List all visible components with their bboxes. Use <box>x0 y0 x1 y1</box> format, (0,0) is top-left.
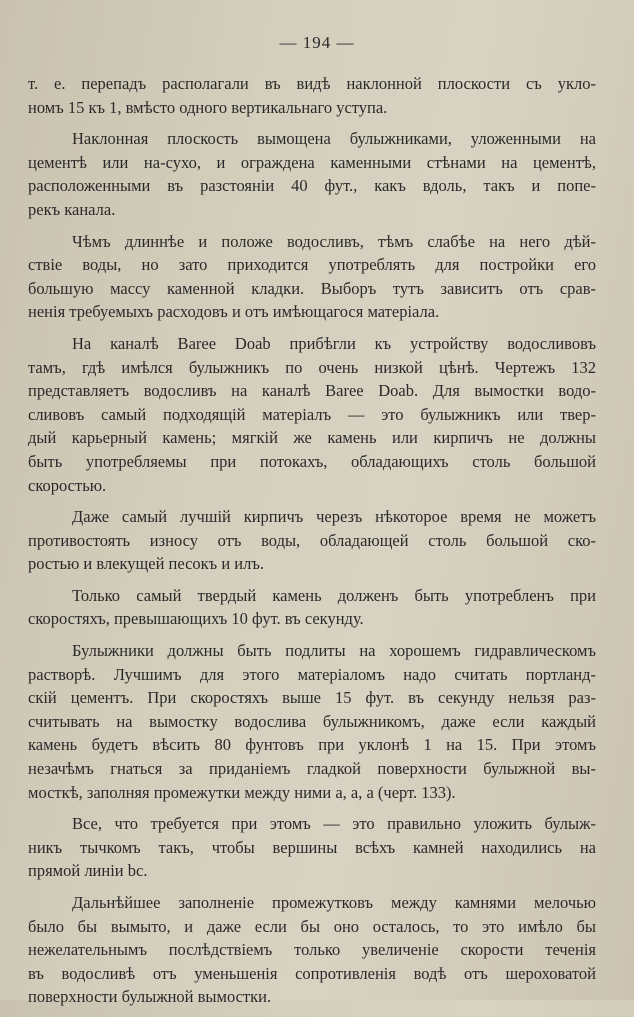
paragraph <box>28 812 596 883</box>
text-line: никъ тычкомъ такъ, чтобы вершины всѣхъ камней находились на <box>28 837 596 857</box>
page-number: — 194 — <box>279 33 355 52</box>
text-line: большую массу каменной кладки. Выборъ тутъ зависитъ отъ срав- <box>28 278 596 298</box>
text-line: мосткѣ, заполняя промежутки между ними a, a, a (черт. 133). <box>28 782 456 802</box>
paragraph <box>28 505 596 576</box>
text-line: Булыжники должны быть подлиты на хорошемъ гидравлическомъ <box>72 641 596 661</box>
text-line: тамъ, гдѣ имѣлся булыжникъ по очень низкой цѣнѣ. Чертежъ 132 <box>28 357 596 377</box>
text-line: считывать на вымостку водослива булыжникомъ, даже если каждый <box>28 711 596 731</box>
text-line: незачѣмъ гнаться за приданіемъ гладкой поверхности булыжной вы- <box>28 759 596 779</box>
text-line: поверхности булыжной вымостки. <box>28 987 272 1007</box>
text-line: было бы вымыто, и даже если бы оно осталось, то это имѣло бы <box>28 916 596 936</box>
body-text <box>28 72 596 1017</box>
text-line: номъ 15 къ 1, вмѣсто одного вертикальнаго уступа. <box>28 97 388 117</box>
paragraph <box>28 332 596 497</box>
text-line: скоростью. <box>28 475 107 495</box>
text-line: противостоять износу отъ воды, обладающей столь большой ско- <box>28 530 596 550</box>
text-line: ненія требуемыхъ расходовъ и отъ имѣющагося матеріала. <box>28 302 440 322</box>
paragraph <box>28 127 596 221</box>
text-line: цементѣ или на-сухо, и ограждена каменными стѣнами на цементѣ, <box>28 152 596 172</box>
text-line: сливовъ самый подходящій матеріалъ — это булыжникъ или твер- <box>28 404 596 424</box>
text-line: скоростяхъ, превышающихъ 10 фут. въ секунду. <box>28 609 364 629</box>
text-line: Даже самый лучшій кирпичъ черезъ нѣкоторое время не можетъ <box>72 507 596 527</box>
text-line: Только самый твердый камень долженъ быть употребленъ при <box>72 585 596 605</box>
text-line: растворѣ. Лучшимъ для этого матеріаломъ надо считать портланд- <box>28 664 596 684</box>
text-line: На каналѣ Baree Doab прибѣгли къ устройству водосливовъ <box>72 333 596 353</box>
text-line: нежелательнымъ послѣдствіемъ только увеличеніе скорости теченія <box>28 940 596 960</box>
text-line: расположенными въ разстояніи 40 фут., какъ вдоль, такъ и попе- <box>28 176 596 196</box>
paragraph <box>28 891 596 1009</box>
text-line: рекъ канала. <box>28 199 116 219</box>
text-line: ствіе воды, но зато приходится употреблять для постройки его <box>28 255 596 275</box>
text-line: камень будетъ вѣсить 80 фунтовъ при уклонѣ 1 на 15. При этомъ <box>28 735 596 755</box>
text-line: Наклонная плоскость вымощена булыжниками, уложенными на <box>72 129 596 149</box>
text-line: ростью и влекущей песокъ и илъ. <box>28 554 265 574</box>
text-line: дый карьерный камень; мягкій же камень или кирпичъ не должны <box>28 428 596 448</box>
text-line: въ водосливѣ отъ уменьшенія сопротивленія водѣ отъ шероховатой <box>28 963 596 983</box>
text-line: т. е. перепадъ располагали въ видѣ наклонной плоскости съ укло- <box>28 74 596 93</box>
text-line: Чѣмъ длиннѣе и положе водосливъ, тѣмъ слабѣе на него дѣй- <box>72 231 596 251</box>
text-line: Все, что требуется при этомъ — это правильно уложить булыж- <box>72 814 596 834</box>
paragraph <box>28 639 596 804</box>
paragraph <box>28 230 596 324</box>
paragraph <box>28 584 596 631</box>
paragraph <box>28 72 596 119</box>
text-line: быть употребляемы при потокахъ, обладающихъ столь большой <box>28 451 596 471</box>
text-line: прямой линіи bc. <box>28 861 148 881</box>
text-line: представляетъ водосливъ на каналѣ Baree Doab. Для вымостки водо- <box>28 381 596 401</box>
text-line: Дальнѣйшее заполненіе промежутковъ между камнями мелочью <box>72 893 596 912</box>
text-line: скій цементъ. При скоростяхъ выше 15 фут. въ секунду нельзя раз- <box>28 688 596 708</box>
